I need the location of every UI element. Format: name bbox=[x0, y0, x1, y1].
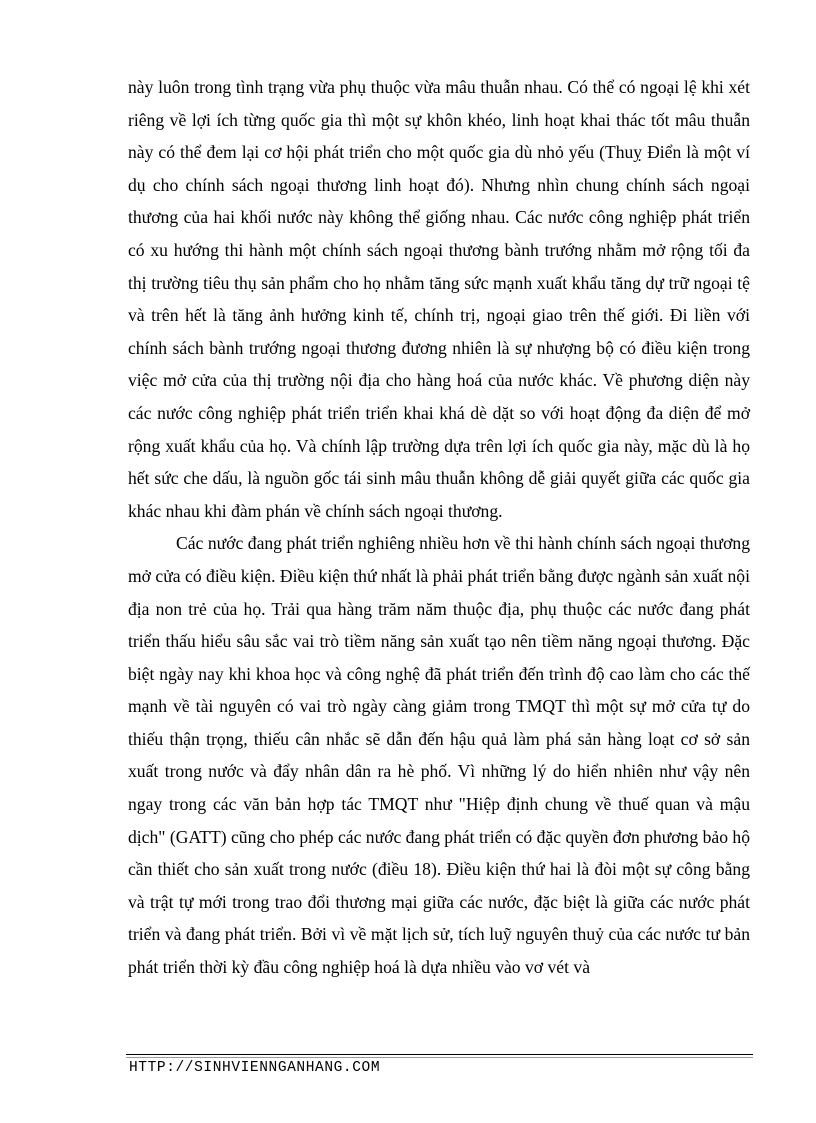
footer-divider bbox=[126, 1054, 753, 1055]
paragraph-1: này luôn trong tình trạng vừa phụ thuộc vừa mâu thuẫn nhau. Có thể có ngoại lệ khi xét riêng về lợi ích từng quốc gia thì một sự khôn khéo, linh hoạt khai thác tốt mâu thuẫn này có thể đem lại cơ hội phát triển cho một quốc gia dù nhỏ yếu (Thuỵ Điển là một ví dụ cho chính sách ngoại thương linh hoạt đó). Nhưng nhìn chung chính sách ngoại thương của hai khối nước này không thể giống nhau. Các nước công nghiệp phát triển có xu hướng thi hành một chính sách ngoại thương bành trướng nhằm mở rộng tối đa thị trường tiêu thụ sản phẩm cho họ nhằm tăng sức mạnh xuất khẩu tăng dự trữ ngoại tệ và trên hết là tăng ảnh hưởng kinh tế, chính trị, ngoại giao trên thế giới. Đi liền với chính sách bành trướng ngoại thương đương nhiên là sự nhượng bộ có điều kiện trong việc mở cửa của thị trường nội địa cho hàng hoá của nước khác. Về phương diện này các nước công nghiệp phát triển triển khai khá dè dặt so với hoạt động đa diện để mở rộng xuất khẩu của họ. Và chính lập trường dựa trên lợi ích quốc gia này, mặc dù là họ hết sức che dấu, là nguồn gốc tái sinh mâu thuẫn không dễ giải quyết giữa các quốc gia khác nhau khi đàm phán về chính sách ngoại thương. bbox=[128, 77, 750, 521]
body-text bbox=[128, 71, 750, 984]
paragraph-2: Các nước đang phát triển nghiêng nhiều hơn về thi hành chính sách ngoại thương mở cửa có điều kiện. Điều kiện thứ nhất là phải phát triển bằng được ngành sản xuất nội địa non trẻ của họ. Trải qua hàng trăm năm thuộc địa, phụ thuộc các nước đang phát triển thấu hiểu sâu sắc vai trò tiềm năng sản xuất tạo nên tiềm năng ngoại thương. Đặc biệt ngày nay khi khoa học và công nghệ đã phát triển đến trình độ cao làm cho các thế mạnh về tài nguyên có vai trò ngày càng giảm trong TMQT thì một sự mở cửa tự do thiếu thận trọng, thiếu cân nhắc sẽ dẫn đến hậu quả làm phá sản hàng loạt cơ sở sản xuất trong nước và đẩy nhân dân ra hè phố. Vì những lý do hiển nhiên như vậy nên ngay trong các văn bản hợp tác TMQT như "Hiệp định chung về thuế quan và mậu dịch" (GATT) cũng cho phép các nước đang phát triển có đặc quyền đơn phương bảo hộ cần thiết cho sản xuất trong nước (điều 18). Điều kiện thứ hai là đòi một sự công bằng và trật tự mới trong trao đổi thương mại giữa các nước, đặc biệt là giữa các nước phát triển và đang phát triển. Bởi vì về mặt lịch sử, tích luỹ nguyên thuỷ của các nước tư bản phát triển thời kỳ đầu công nghiệp hoá là dựa nhiều vào vơ vét và bbox=[128, 533, 750, 978]
footer-url: HTTP://SINHVIENNGANHANG.COM bbox=[129, 1060, 381, 1076]
